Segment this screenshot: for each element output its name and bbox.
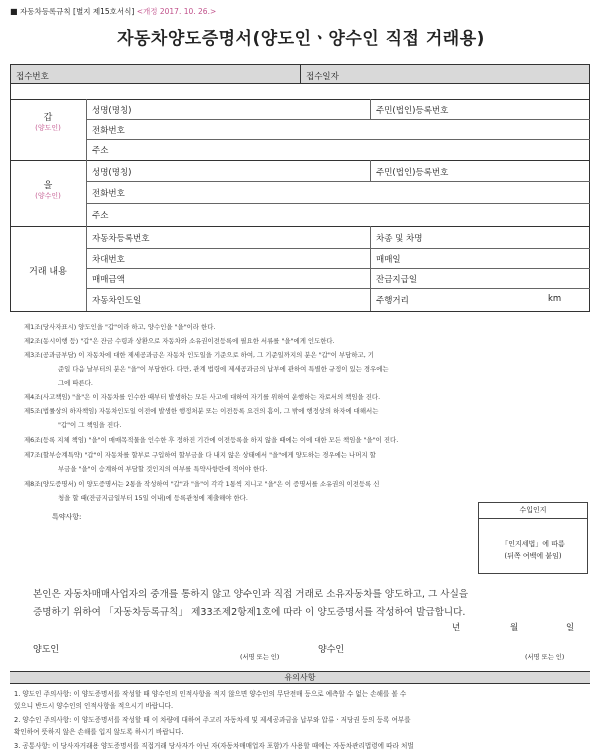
transaction-section-label: 거래 내용: [29, 267, 67, 277]
seller-address-label: 주소: [92, 146, 109, 156]
date-month: 월: [510, 623, 519, 633]
buyer-sub-label: (양수인): [35, 192, 61, 200]
term-line: 제3조(공과금부담) 이 자동차에 대한 제세공과금은 자동차 인도일을 기준으로 하여, 그 기준일까지의 분은 "갑"이 부담하고, 기: [24, 351, 374, 359]
divider: [86, 248, 590, 249]
divider: [86, 268, 590, 269]
revenue-stamp-box: [478, 502, 588, 574]
term-line: 제2조(동시이행 등) "갑"은 잔금 수령과 상환으로 자동차와 소유권이전등록에 필요한 서류를 "을"에게 인도한다.: [24, 337, 335, 345]
divider: [479, 518, 587, 519]
receipt-number-label: 접수번호: [16, 72, 49, 82]
notice-line: 3. 공통사항: 이 당사자거래용 양도증명서를 직접거래 당사자가 아닌 자(자동차매매업자 포함)가 사용할 때에는 자동차관리법령에 따라 처벌: [14, 742, 414, 750]
seller-phone-label: 전화번호: [92, 126, 125, 136]
seller-signature-label: 양도인: [33, 645, 60, 655]
divider: [370, 99, 371, 119]
special-terms-label: 특약사항:: [52, 513, 82, 521]
divider: [10, 99, 590, 100]
seller-reg-number-label: 주민(법인)등록번호: [376, 106, 449, 116]
notice-line: 있으니 반드시 양수인의 인적사항을 적으시기 바랍니다.: [14, 702, 174, 710]
divider: [86, 99, 87, 311]
divider: [10, 226, 590, 227]
buyer-reg-number-label: 주민(법인)등록번호: [376, 168, 449, 178]
term-line: 준일 다음 날부터의 분은 "을"이 부담한다. 다만, 관계 법령에 제세공과금의 납부에 관하여 특별한 규정이 있는 경우에는: [58, 365, 389, 373]
buyer-signature-label: 양수인: [318, 645, 345, 655]
buyer-phone-label: 전화번호: [92, 189, 125, 199]
receipt-divider: [300, 65, 301, 83]
term-line: 제7조(할부승계특약) "갑"이 자동차를 할부로 구입하여 할부금을 다 내지 않은 상태에서 "을"에게 양도하는 경우에는 나머지 할: [24, 451, 376, 459]
divider: [86, 203, 590, 204]
seller-section-label: [10, 110, 86, 133]
receipt-date-label: 접수일자: [306, 72, 339, 82]
date-day: 일: [566, 623, 575, 633]
seller-label: 갑: [43, 113, 53, 123]
chassis-number-label: 차대번호: [92, 255, 125, 265]
divider: [10, 160, 590, 161]
declaration-line: 본인은 자동차매매사업자의 중개를 통하지 않고 양수인과 직접 거래로 소유자동차를 양도하고, 그 사실을: [33, 589, 469, 600]
term-line: 제1조(당사자표시) 양도인을 "갑"이라 하고, 양수인을 "을"이라 한다.: [24, 323, 216, 331]
term-line: 그에 따른다.: [58, 379, 93, 387]
notice-title: 유의사항: [10, 671, 590, 684]
term-line: 제5조(법률상의 하자책임) 자동차인도일 이전에 발생한 행정처분 또는 이전등록 요건의 흠이, 그 밖에 행정상의 하자에 대해서는: [24, 407, 379, 415]
notice-line: 확인하여 뜻하지 않은 손해를 입지 않도록 하시기 바랍니다.: [14, 728, 184, 736]
page-title: 자동차양도증명서(양도인ㆍ양수인 직접 거래용): [117, 29, 485, 49]
divider: [86, 288, 590, 289]
vehicle-type-label: 차종 및 차명: [376, 234, 423, 244]
revenue-stamp-title: 수입인지: [519, 506, 547, 514]
vehicle-reg-number-label: 자동차등록번호: [92, 234, 150, 244]
delivery-date-label: 자동차인도일: [92, 296, 142, 306]
buyer-section-label: [10, 178, 86, 201]
mileage-unit: km: [548, 294, 562, 304]
revision-date: <개정 2017. 10. 26.>: [136, 7, 217, 16]
term-line: 청을 할 때(잔금지급일부터 15일 이내)에 등록관청에 제출해야 한다.: [58, 494, 248, 502]
square-icon: ■: [10, 7, 18, 16]
declaration-line: 증명하기 위하여 「자동차등록규칙」 제33조제2항제1호에 따라 이 양도증명서를 작성하여 발급합니다.: [33, 607, 466, 618]
divider: [86, 181, 590, 182]
notice-line: 2. 양수인 주의사항: 이 양도증명서를 작성할 때 이 차량에 대하여 주고리 자동차세 및 제세공과금을 납부와 압류ㆍ저당권 등의 등록 여부를: [14, 716, 411, 724]
form-reference-text: 자동차등록규칙 [별지 제15호서식]: [19, 7, 135, 16]
term-line: "갑"이 그 책임을 진다.: [58, 421, 122, 429]
revenue-stamp-note: (뒤쪽 여백에 붙임): [504, 552, 562, 560]
seller-sub-label: (양도인): [35, 124, 61, 132]
buyer-signature-field[interactable]: (서명 또는 인): [525, 654, 565, 661]
seller-name-label: 성명(명칭): [92, 106, 132, 116]
revenue-stamp-law: 「인지세법」에 따름: [501, 540, 565, 548]
buyer-label: 을: [43, 181, 53, 191]
term-line: 제4조(사고책임) "을"은 이 자동차를 인수한 때부터 발생하는 모든 사고에 대하여 자기를 위하여 운행하는 자로서의 책임을 진다.: [24, 393, 381, 401]
buyer-name-label: 성명(명칭): [92, 168, 132, 178]
divider: [370, 226, 371, 311]
term-line: 제8조(양도증명서) 이 양도증명서는 2통을 작성하여 "갑"과 "을"이 각각 1통씩 지니고 "을"은 이 증명서를 소유권의 이전등록 신: [24, 480, 380, 488]
date-year: 년: [452, 623, 461, 633]
seller-signature-field[interactable]: (서명 또는 인): [240, 654, 280, 661]
term-line: 제6조(등록 지체 책임) "을"이 매매목적물을 인수한 후 정하진 기간에 이전등록을 하지 않을 때에는 이에 대한 모든 책임을 "을"이 진다.: [24, 436, 399, 444]
divider: [86, 139, 590, 140]
balance-date-label: 잔금지급일: [376, 275, 418, 285]
form-reference: [10, 6, 216, 17]
mileage-label: 주행거리: [376, 296, 409, 306]
sale-date-label: 매매일: [376, 255, 401, 265]
notice-line: 1. 양도인 주의사항: 이 양도증명서를 작성할 때 양수인의 인적사항을 적지 않으면 양수인의 무단전매 등으로 예측할 수 없는 손해를 볼 수: [14, 690, 407, 698]
buyer-address-label: 주소: [92, 211, 109, 221]
sale-price-label: 매매금액: [92, 275, 125, 285]
term-line: 부금을 "을"이 승계하여 부담할 것인지의 여부를 특약사항란에 적어야 한다.: [58, 465, 268, 473]
divider: [370, 160, 371, 181]
divider: [86, 119, 590, 120]
